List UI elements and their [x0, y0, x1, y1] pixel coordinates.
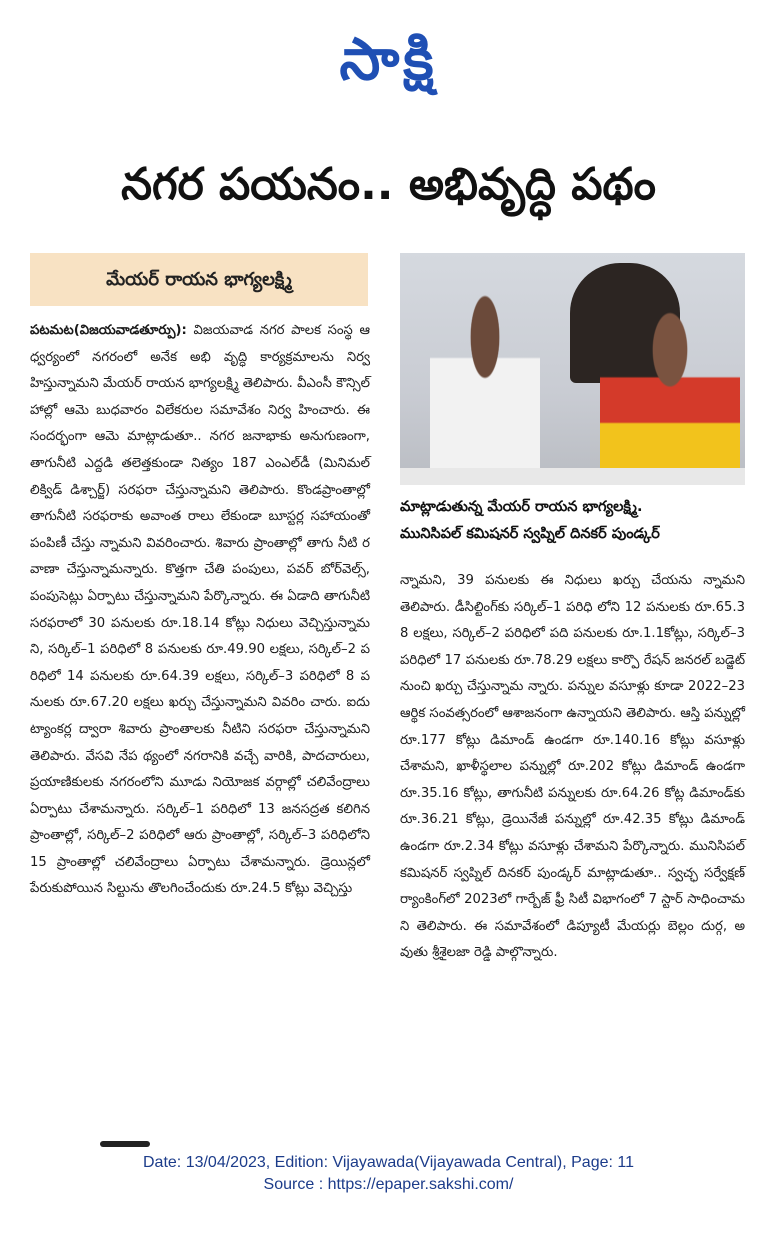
masthead	[0, 14, 777, 104]
mayor-figure	[600, 308, 740, 485]
article-column-right	[400, 568, 745, 967]
right-body: న్నామని, 39 పనులకు ఈ నిధులు ఖర్చు చేయను న్నామని తెలిపారు. డీసిల్టింగ్‌కు సర్కిల్–1 పరిధి లోని 12 పనులకు రూ.65.38 లక్షలు, సర్కిల్–2 పరిధిలో పది పనులకు రూ.1.1కోట్లు, సర్కిల్–3 పరిధిలో 17 పనులకు రూ.78.29 లక్షలు కార్పొ రేషన్ జనరల్ బడ్జెట్ నుంచి ఖర్చు చేస్తున్నామ న్నారు. పన్నుల వసూళ్లు కూడా 2022–23 ఆర్థిక సంవత్సరంలో ఆశాజనంగా ఉన్నాయని తెలిపారు. ఆస్తి పన్నుల్లో రూ.177 కోట్లు డిమాండ్ ఉండగా రూ.140.16 కోట్లు వసూళ్లు చేశామని, ఖాళీస్థలాల పన్నుల్లో రూ.202 కోట్లు డిమాండ్ ఉండగా రూ.35.16 కోట్లు, తాగునీటి పన్నులకు రూ.64.26 కోట్ల డిమాండ్‌కు రూ.36.21 కోట్లు, డ్రెయినేజీ పన్నుల్లో రూ.42.35 కోట్లు డిమాండ్ ఉండగా రూ.2.34 కోట్లు వసూళ్లు చేశామని పేర్కొన్నారు. మునిసిపల్ కమిషనర్ స్వప్నిల్ దినకర్ పుండ్కర్ మాట్లాడుతూ.. స్వచ్ఛ సర్వేక్షణ్ ర్యాంకింగ్‌లో 2023లో గార్బేజ్ ఫ్రీ సిటీ విభాగంలో 7 స్టార్ సాధించామని తెలిపారు. ఈ సమావేశంలో డిప్యూటీ మేయర్లు బెల్లం దుర్గ, అవుతు శ్రీశైలజా రెడ్డి పాల్గొన్నారు.	[400, 573, 745, 961]
page-footer	[0, 1152, 777, 1196]
article-column-left	[30, 318, 370, 903]
caption-line-2: మునిసిపల్ కమిషనర్ స్వప్నిల్ దినకర్ పుండ్కర్	[400, 526, 660, 542]
sakshi-logo: సాక్షి	[339, 25, 438, 93]
article-headline: నగర పయనం.. అభివృద్ధి పథం	[121, 159, 656, 210]
caption-line-1: మాట్లాడుతున్న మేయర్ రాయన భాగ్యలక్ష్మి.	[400, 499, 643, 515]
press-meet-photo	[400, 253, 745, 485]
left-body: విజయవాడ నగర పాలక సంస్థ ఆధ్వర్యంలో నగరంలో అనేక అభి వృద్ధి కార్యక్రమాలను నిర్వహిస్తున్నామని మేయర్ రాయన భాగ్యలక్ష్మి తెలిపారు. వీఎంసీ కౌన్సిల్ హాల్లో ఆమె బుధవారం విలేకరుల సమావేశం నిర్వ హించారు. ఈ సందర్భంగా ఆమె మాట్లాడుతూ.. నగర జనాభాకు అనుగుణంగా, తాగునీటి ఎద్దడి తలెత్తకుండా నిత్యం 187 ఎంఎల్‌డీ (మినిమల్ లిక్విడ్ డిశ్చార్జ్) సరఫరా చేస్తున్నామని తెలిపారు. కొండప్రాంతాల్లో తాగునీటి సరఫరాకు అవాంత రాలు లేకుండా బూస్టర్ల సహాయంతో పంపిణీ చేస్తు న్నామని వివరించారు. శివారు ప్రాంతాల్లో తాగు నీటి రవాణా చేస్తున్నామన్నారు. కొత్తగా చేతి పంపులు, పవర్ బోర్‌వెల్స్, పంపుసెట్లు ఏర్పాటు చేస్తున్నామని పేర్కొన్నారు. ఈ ఏడాది తాగునీటి సరఫరాలో 30 పనులకు రూ.18.14 కోట్లు నిధులు వెచ్చిస్తున్నామని, సర్కిల్–1 పరిధిలో 8 పనులకు రూ.49.90 లక్షలు, సర్కిల్–2 పరిధిలో 14 పనులకు రూ.64.39 లక్షలు, సర్కిల్–3 పరిధిలో 8 పనులకు రూ.67.20 లక్షలు ఖర్చు చేస్తున్నామని వివరిం చారు. ఐదు ట్యాంకర్ల ద్వారా శివారు ప్రాంతాలకు నీటిని సరఫరా చేస్తున్నామని తెలిపారు. వేసవి నేప థ్యంలో నగరానికి వచ్చే వారికి, పాదచారులు, ప్రయాణికులకు నగరంలోని మూడు నియోజక వర్గాల్లో చలివేంద్రాలు ఏర్పాటు చేశామన్నారు. సర్కిల్–1 పరిధిలో 13 జనసద్రత కలిగిన ప్రాంతాల్లో, సర్కిల్–2 పరిధిలో ఆరు ప్రాంతాల్లో, సర్కిల్–3 పరిధిలోని 15 ప్రాంతాల్లో చలివేంద్రాలు ఏర్పాటు చేశామన్నారు. డ్రెయిన్లలో పేరుకుపోయిన సిల్టును తొలగించేందుకు రూ.24.5 కోట్లు వెచ్చిస్తు	[30, 323, 370, 897]
table-edge	[400, 468, 745, 485]
left-column-text	[30, 318, 370, 903]
footer-source-line: Source : https://epaper.sakshi.com/	[263, 1176, 514, 1193]
photo-caption	[400, 494, 760, 548]
dateline: పటమట(విజయవాడతూర్పు):	[30, 323, 187, 338]
article-byline: మేయర్ రాయన భాగ్యలక్ష్మి	[30, 253, 368, 306]
commissioner-figure	[430, 293, 540, 485]
column-end-mark	[100, 1141, 150, 1147]
footer-date-line: Date: 13/04/2023, Edition: Vijayawada(Vijayawada Central), Page: 11	[143, 1154, 634, 1171]
